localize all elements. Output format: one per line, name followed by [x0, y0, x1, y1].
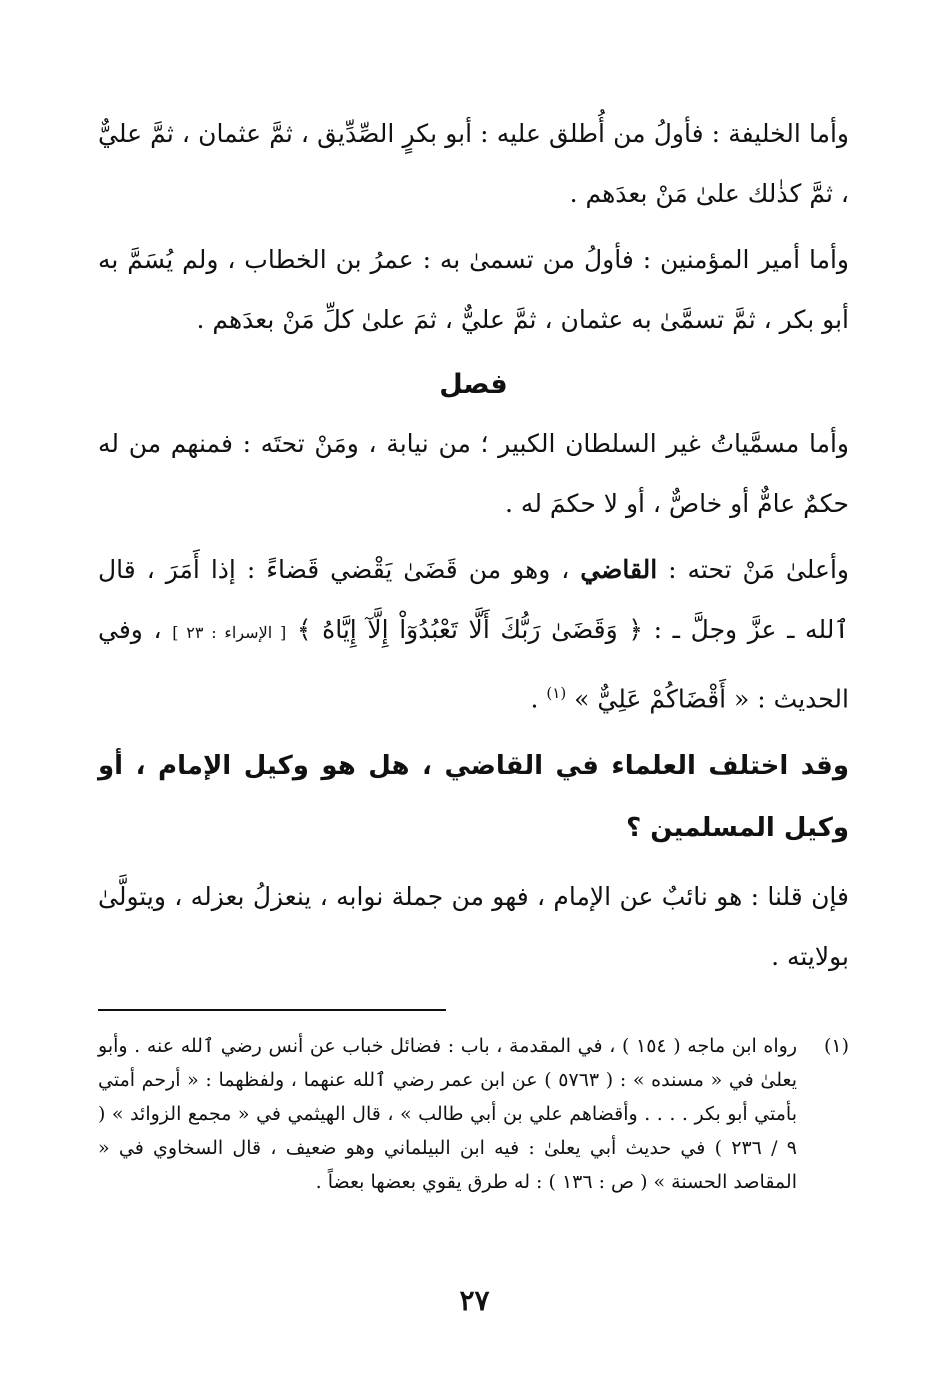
judge-text-d: .: [530, 684, 547, 714]
paragraph-judge: [98, 540, 849, 729]
footnote-separator: [98, 1009, 446, 1011]
paragraph-other-titles: وأما مسمَّياتُ غير السلطان الكبير ؛ من نيابة ، ومَنْ تحتَه : فمنهم من له حكمٌ عامٌّ أو خاصٌّ ، أو لا حكمَ له .: [98, 429, 849, 518]
quran-reference: [ الإسراء : ٢٣ ]: [172, 623, 287, 642]
paragraph-scholars-differed: وقد اختلف العلماء في القاضي ، هل هو وكيل الإمام ، أو وكيل المسلمين ؟: [98, 751, 849, 844]
footnote: [98, 1029, 849, 1199]
paragraph-caliph: وأما الخليفة : فأولُ من أُطلق عليه : أبو بكرٍ الصِّدِّيق ، ثمَّ عثمان ، ثمَّ عليٌّ ، ثمَّ كذٰلك علىٰ مَنْ بعدَهم .: [98, 119, 849, 208]
section-heading: فصل: [439, 369, 508, 400]
footnote-marker: (١): [546, 684, 567, 702]
judge-text-c: ، وفي الحديث : « أَقْضَاكُمْ عَلِيٌّ »: [98, 615, 849, 714]
judge-term: القاضي: [580, 555, 658, 584]
footnote-number: (١): [823, 1035, 849, 1058]
footnote-text: رواه ابن ماجه ( ١٥٤ ) ، في المقدمة ، باب : فضائل خباب عن أنس رضي ٱلله عنه . وأبو يعلىٰ في « مسنده » : ( ٥٧٦٣ ) عن ابن عمر رضي ٱلله عنهما ، ولفظهما : « أرحم أمتي بأمتي أبو بكر . . . . وأقضاهم علي بن أبي طالب » ، قال الهيثمي في « مجمع الزوائد » ( ٩ / ٢٣٦ ) في حديث أبي يعلىٰ : فيه ابن البيلماني وهو ضعيف ، قال السخاوي في « المقاصد الحسنة » ( ص : ١٣٦ ) : له طرق يقوي بعضها بعضاً .: [98, 1035, 798, 1194]
judge-text-b: ، وهو من قَضَىٰ يَقْضي قَضاءً : إذا أَمَرَ ، قال ٱلله ـ عزَّ وجلَّ ـ : ﴿ وَقَضَىٰ رَبُّكَ أَلَّا تَعْبُدُوٓاْ إِلَّآ إِيَّاهُ ﴾: [98, 555, 849, 644]
judge-text-a: وأعلىٰ مَنْ تحته :: [657, 555, 849, 584]
paragraph-deputy-of-imam: فإن قلنا : هو نائبٌ عن الإمام ، فهو من جملة نوابه ، ينعزلُ بعزله ، ويتولَّىٰ بولايته .: [98, 882, 849, 972]
paragraph-commander-of-believers: وأما أمير المؤمنين : فأولُ من تسمىٰ به : عمرُ بن الخطاب ، ولم يُسَمَّ به أبو بكر ، ثمَّ تسمَّىٰ به عثمان ، ثمَّ عليٌّ ، ثمَ علىٰ كلِّ مَنْ بعدَهم .: [98, 245, 849, 334]
footnote-separator-wrap: [98, 1009, 849, 1011]
page-number: ٢٧: [459, 1284, 490, 1317]
